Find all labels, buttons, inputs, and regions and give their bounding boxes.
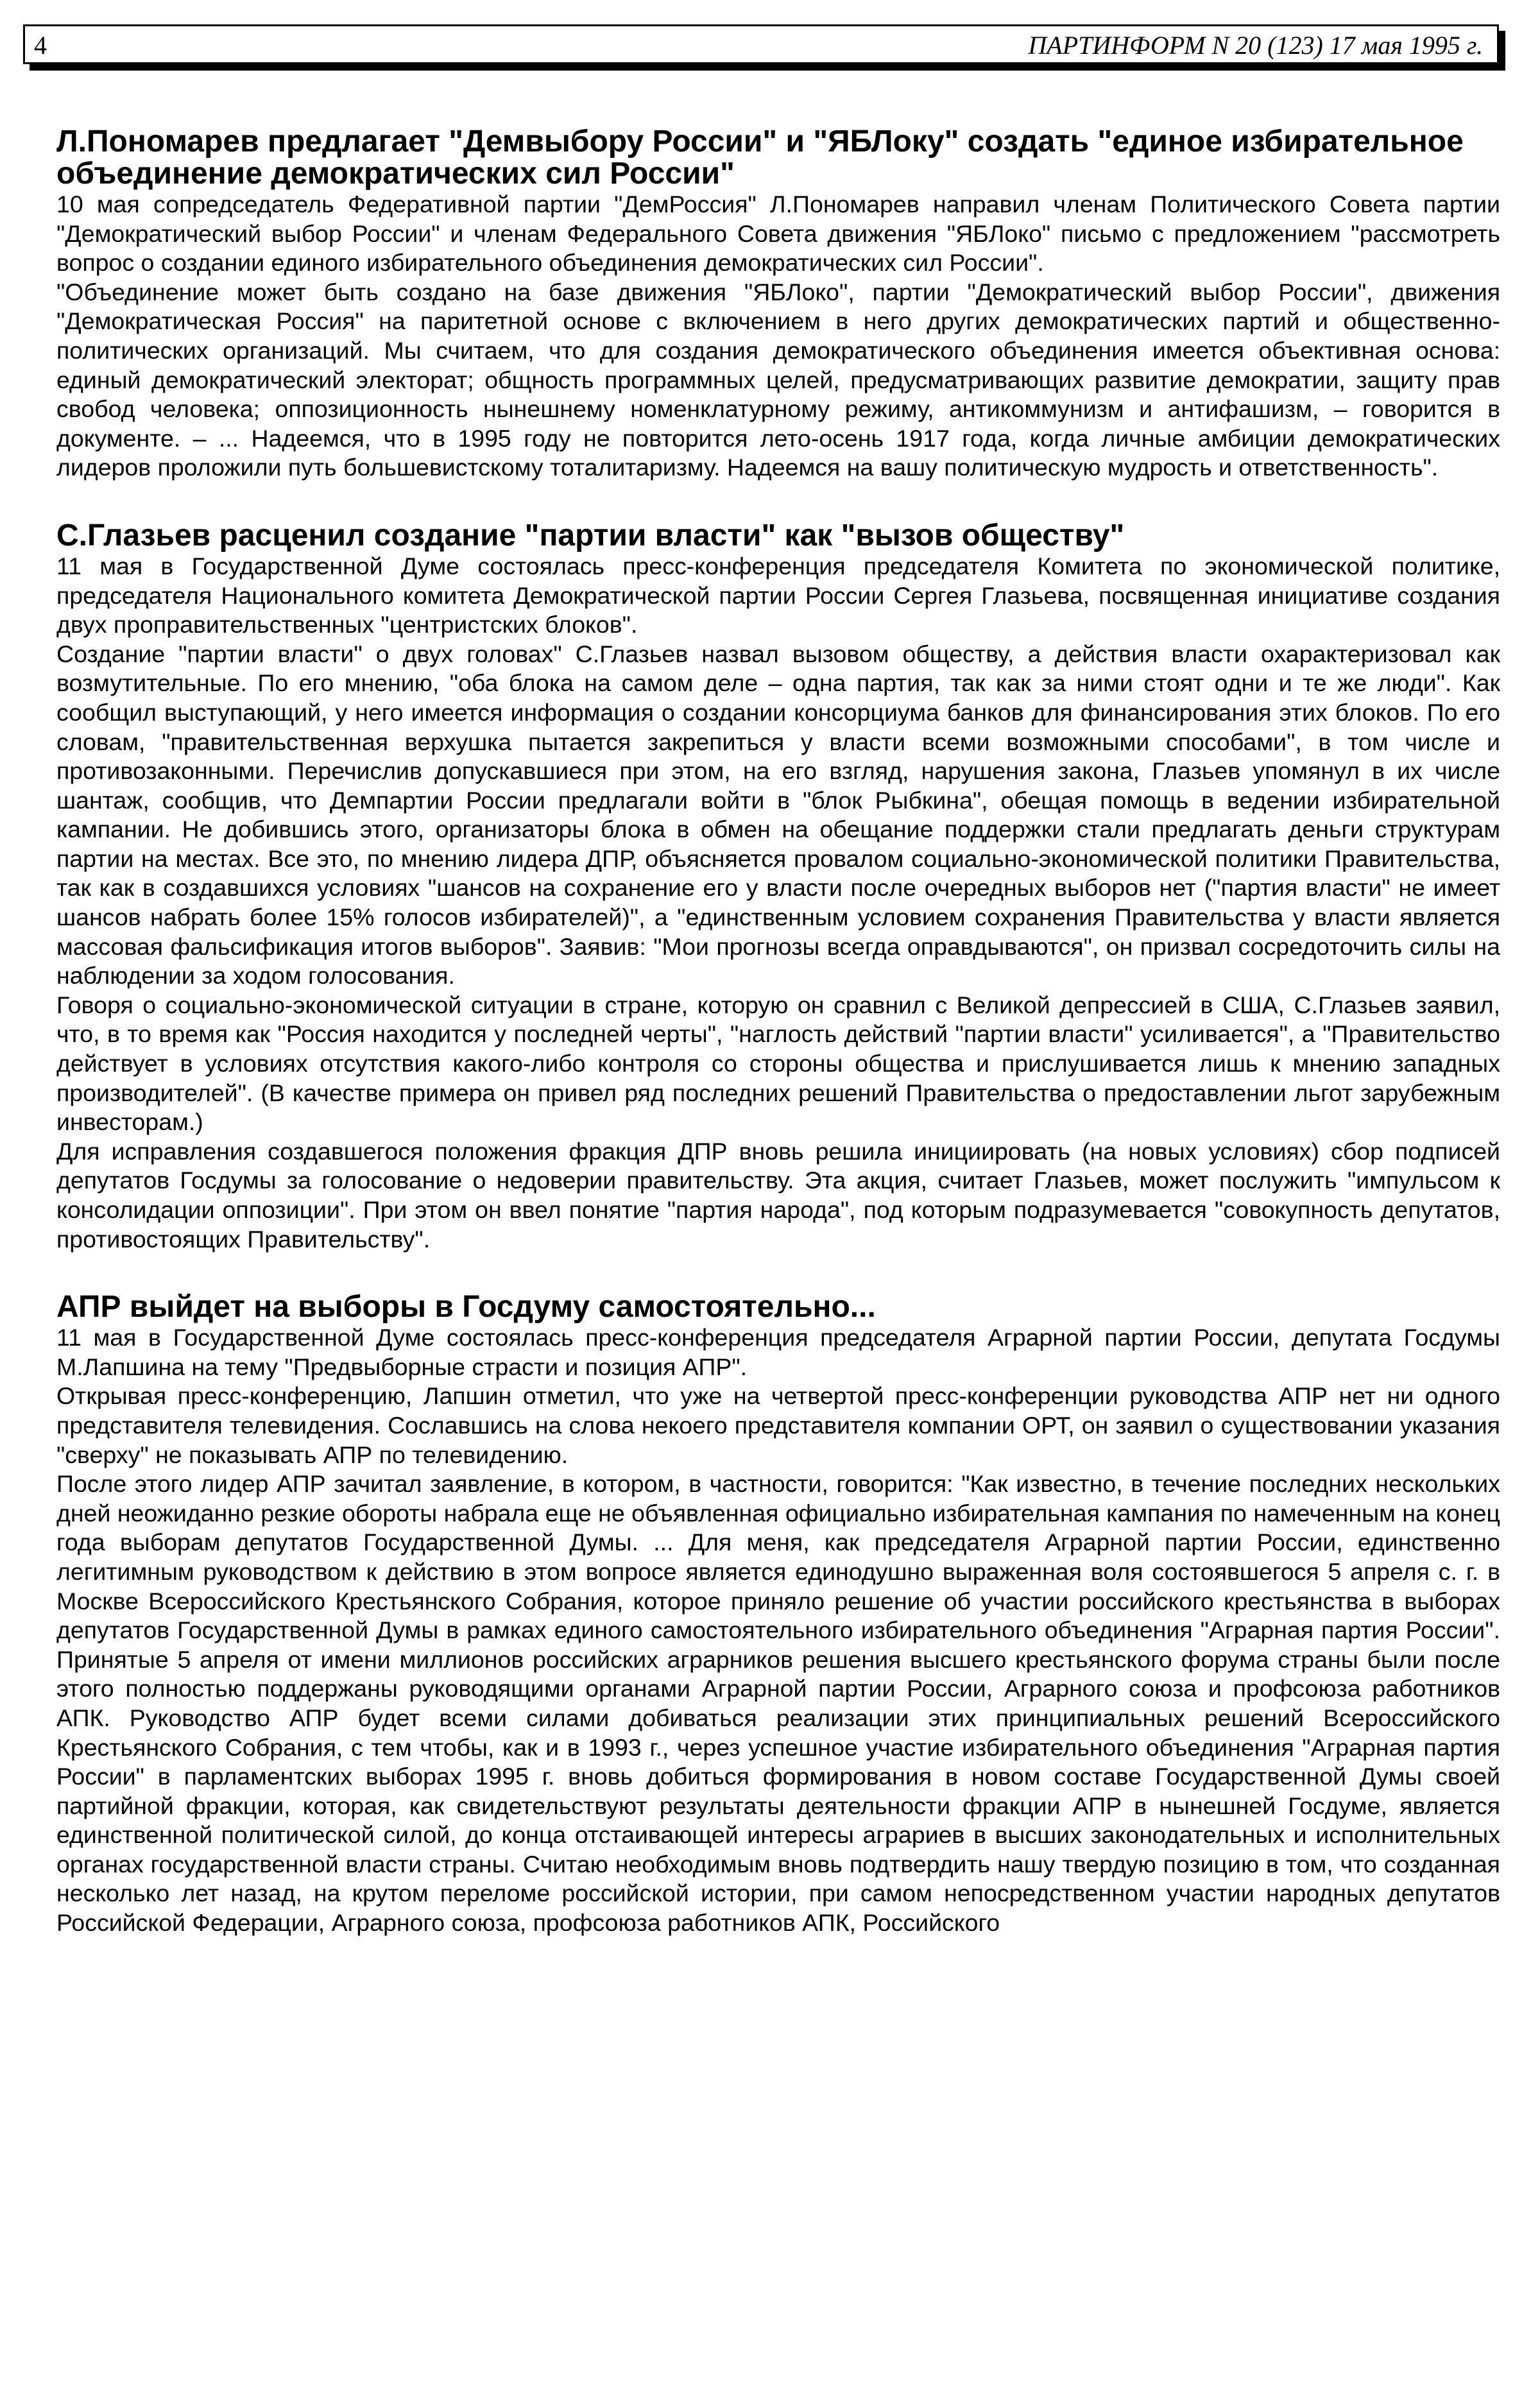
article-headline: АПР выйдет на выборы в Госдуму самостоятельно...	[56, 1290, 876, 1324]
article-glazyev	[56, 520, 1500, 1254]
article-headline: С.Глазьев расценил создание "партии власти" как "вызов обществу"	[56, 518, 1125, 553]
article-paragraph: Для исправления создавшегося положения фракция ДПР вновь решила инициировать (на новых условиях) сбор подписей депутатов Госдумы за голосование о недоверии правительству. Эта акция, считает Глазьев, может послужить "импульсом к консолидации оппозиции". При этом он ввел понятие "партия народа", под которым подразумевается "совокупность депутатов, противостоящих Правительству".	[56, 1137, 1500, 1253]
masthead: ПАРТИНФОРМ N 20 (123) 17 мая 1995 г.	[1028, 31, 1483, 60]
page-content	[56, 126, 1500, 1975]
page-header	[23, 24, 1499, 64]
article-paragraph: 11 мая в Государственной Думе состоялась пресс-конференция председателя Аграрной партии России, депутата Госдумы М.Лапшина на тему "Предвыборные страсти и позиция АПР".	[56, 1324, 1500, 1380]
article-paragraph: После этого лидер АПР зачитал заявление, в котором, в частности, говорится: "Как известно, в течение последних нескольких дней неожиданно резкие обороты набрала еще не объявленная официально избирательная кампания по намеченным на конец года выборам депутатов Государственной Думы. ... Для меня, как председателя Аграрной партии России, единственно легитимным руководством к действию в этом вопросе является единодушно выраженная воля состоявшегося 5 апреля с. г. в Москве Всероссийского Крестьянского Собрания, которое приняло решение об участии российского крестьянства в выборах депутатов Государственной Думы в рамках единого самостоятельного избирательного объединения "Аграрная партия России". Принятые 5 апреля от имени миллионов российских аграрников решения высшего крестьянского форума страны были после этого полностью поддержаны руководящими органами Аграрной партии России, Аграрного союза и профсоюза работников АПК. Руководство АПР будет всеми силами добиваться реализации этих принципиальных решений Всероссийского Крестьянского Собрания, с тем чтобы, как и в 1993 г., через успешное участие избирательного объединения "Аграрная партия России" в парламентских выборах 1995 г. вновь добиться формирования в новом составе Государственной Думы своей партийной фракции, которая, как свидетельствуют результаты деятельности фракции АПР в нынешней Госдуме, является единственной политической силой, до конца отстаивающей интересы аграриев в высших законодательных и исполнительных органах государственной власти страны. Считаю необходимым вновь подтвердить нашу твердую позицию в том, что созданная несколько лет назад, на крутом переломе российской истории, при самом непосредственном участии народных депутатов Российской Федерации, Аграрного союза, профсоюза работников АПК, Российского	[56, 1470, 1500, 1937]
article-paragraph: 10 мая сопредседатель Федеративной партии "ДемРоссия" Л.Пономарев направил членам Политического Совета партии "Демократический выбор России" и членам Федерального Совета движения "ЯБЛоко" письмо с предложением "рассмотреть вопрос о создании единого избирательного объединения демократических сил России".	[56, 191, 1500, 277]
page-number: 4	[34, 31, 47, 60]
article-paragraph: Создание "партии власти" о двух головах" С.Глазьев назвал вызовом обществу, а действия власти охарактеризовал как возмутительные. По его мнению, "оба блока на самом деле – одна партия, так как за ними стоят одни и те же люди". Как сообщил выступающий, у него имеется информация о создании консорциума банков для финансирования этих блоков. По его словам, "правительственная верхушка пытается закрепиться у власти всеми возможными способами", в том числе и противозаконными. Перечислив допускавшиеся при этом, на его взгляд, нарушения закона, Глазьев упомянул в их числе шантаж, сообщив, что Демпартии России предлагали войти в "блок Рыбкина", обещая помощь в ведении избирательной кампании. Не добившись этого, организаторы блока в обмен на обещание поддержки стали предлагать деньги структурам партии на местах. Все это, по мнению лидера ДПР, объясняется провалом социально-экономической политики Правительства, так как в создавшихся условиях "шансов на сохранение его у власти после очередных выборов нет ("партия власти" не имеет шансов набрать более 15% голосов избирателей)", а "единственным условием сохранения Правительства у власти является массовая фальсификация итогов выборов". Заявив: "Мои прогнозы всегда оправдываются", он призвал сосредоточить силы на наблюдении за ходом голосования.	[56, 640, 1500, 990]
article-paragraph: "Объединение может быть создано на базе движения "ЯБЛоко", партии "Демократический выбор России", движения "Демократическая Россия" на паритетной основе с включением в него других демократических партий и общественно-политических организаций. Мы считаем, что для создания демократического объединения имеется объективная основа: единый демократический электорат; общность программных целей, предусматривающих развитие демократии, защиту прав свобод человека; оппозиционность нынешнему номенклатурному режиму, антикоммунизм и антифашизм, – говорится в документе. – ... Надеемся, что в 1995 году не повторится лето-осень 1917 года, когда личные амбиции демократических лидеров проложили путь большевистскому тоталитаризму. Надеемся на вашу политическую мудрость и ответственность".	[56, 278, 1500, 481]
article-paragraph: Открывая пресс-конференцию, Лапшин отметил, что уже на четвертой пресс-конференции руководства АПР нет ни одного представителя телевидения. Сославшись на слова некоего представителя компании ОРТ, он заявил о существовании указания "сверху" не показывать АПР по телевидению.	[56, 1382, 1500, 1468]
article-paragraph: Говоря о социально-экономической ситуации в стране, которую он сравнил с Великой депрессией в США, С.Глазьев заявил, что, в то время как "Россия находится у последней черты", "наглость действий "партии власти" усиливается", а "Правительство действует в условиях отсутствия какого-либо контроля со стороны общества и прислушивается лишь к мнению западных производителей". (В качестве примера он привел ряд последних решений Правительства о предоставлении льгот зарубежным инвесторам.)	[56, 991, 1500, 1136]
article-headline: Л.Пономарев предлагает "Демвыбору России" и "ЯБЛоку" создать "единое избирательное объединение демократических сил России"	[56, 124, 1464, 191]
article-paragraph: 11 мая в Государственной Думе состоялась пресс-конференция председателя Комитета по экономической политике, председателя Национального комитета Демократической партии России Сергея Глазьева, посвященная инициативе создания двух проправительственных "центристских блоков".	[56, 552, 1500, 638]
article-ponomarev	[56, 126, 1500, 483]
article-apr	[56, 1291, 1500, 1937]
